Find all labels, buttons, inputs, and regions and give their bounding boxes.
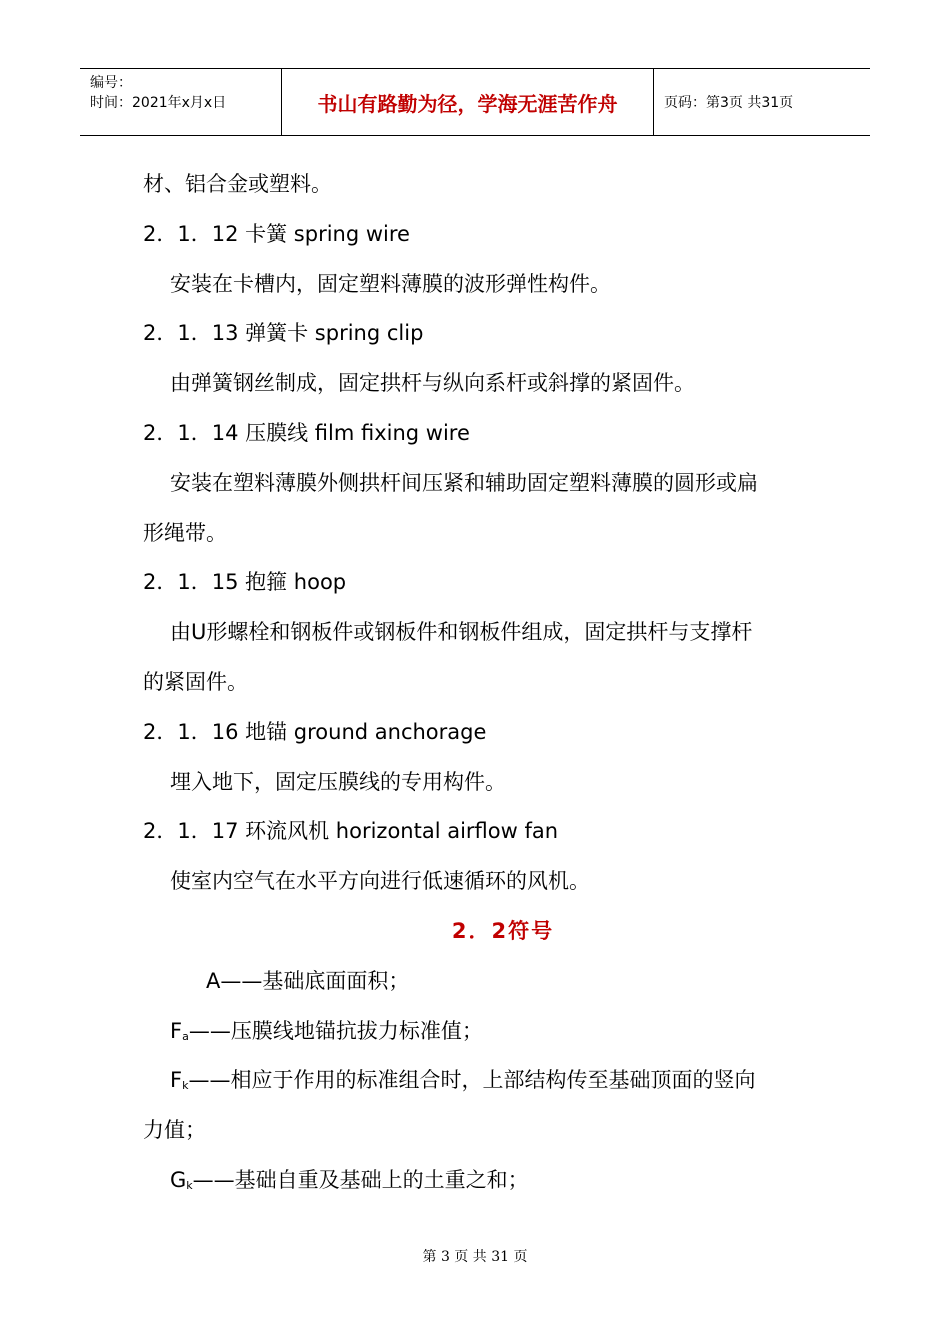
symbol-text: ——相应于作用的标准组合时，上部结构传至基础顶面的竖向 — [188, 1068, 756, 1093]
symbol-subscript: k — [186, 1178, 193, 1192]
time-label: 时间：2021年x月x日 — [90, 95, 227, 111]
symbol: F — [170, 1068, 183, 1093]
paragraph-line: 埋入地下，固定压膜线的专用构件。 — [170, 769, 506, 794]
paragraph-line: 力值； — [143, 1118, 206, 1143]
header-meta — [80, 69, 282, 135]
paragraph-line: 安装在卡槽内，固定塑料薄膜的波形弹性构件。 — [170, 271, 611, 296]
symbol-definition — [143, 1156, 823, 1206]
term-heading-airflow-fan: 2．1．17 环流风机 horizontal airflow fan — [143, 819, 559, 844]
symbol-text: ——压膜线地锚抗拔力标准值； — [188, 1018, 483, 1043]
page-header — [80, 68, 870, 136]
symbol: G — [170, 1167, 187, 1192]
paragraph-line: 由弹簧钢丝制成，固定拱杆与纵向系杆或斜撑的紧固件。 — [170, 371, 695, 396]
paragraph-line: 安装在塑料薄膜外侧拱杆间压紧和辅助固定塑料薄膜的圆形或扁 — [170, 470, 758, 495]
paragraph-line: 由U形螺栓和钢板件或钢板件和钢板件组成，固定拱杆与支撑杆 — [170, 620, 753, 645]
term-heading-ground-anchorage: 2．1．16 地锚 ground anchorage — [143, 719, 487, 744]
term-heading-spring-clip: 2．1．13 弹簧卡 spring clip — [143, 321, 424, 346]
paragraph-line: 的紧固件。 — [143, 669, 248, 694]
paragraph-line: 使室内空气在水平方向进行低速循环的风机。 — [170, 869, 590, 894]
symbol-text: ——基础自重及基础上的土重之和； — [192, 1167, 529, 1192]
symbol-subscript: a — [182, 1029, 189, 1043]
term-heading-film-fixing-wire: 2．1．14 压膜线 film fixing wire — [143, 420, 470, 445]
paragraph-line: 形绳带。 — [143, 520, 227, 545]
symbol-subscript: k — [182, 1079, 189, 1093]
paragraph-line: 材、铝合金或塑料。 — [143, 172, 332, 196]
symbol-definition — [143, 1007, 823, 1057]
term-heading-spring-wire: 2．1．12 卡簧 spring wire — [143, 221, 410, 246]
number-label: 编号： — [90, 75, 132, 91]
section-heading: 2．2符号 — [451, 918, 555, 943]
page-footer: 第 3 页 共 31 页 — [422, 1249, 528, 1265]
symbol-definition — [143, 1056, 823, 1106]
symbol: F — [170, 1018, 183, 1043]
header-motto: 书山有路勤为径，学海无涯苦作舟 — [282, 69, 654, 135]
symbol-definition: A——基础底面面积； — [206, 968, 410, 993]
term-heading-hoop: 2．1．15 抱箍 hoop — [143, 570, 347, 595]
header-page-info: 页码：第3页 共31页 — [664, 95, 794, 111]
document-body — [143, 160, 823, 1206]
